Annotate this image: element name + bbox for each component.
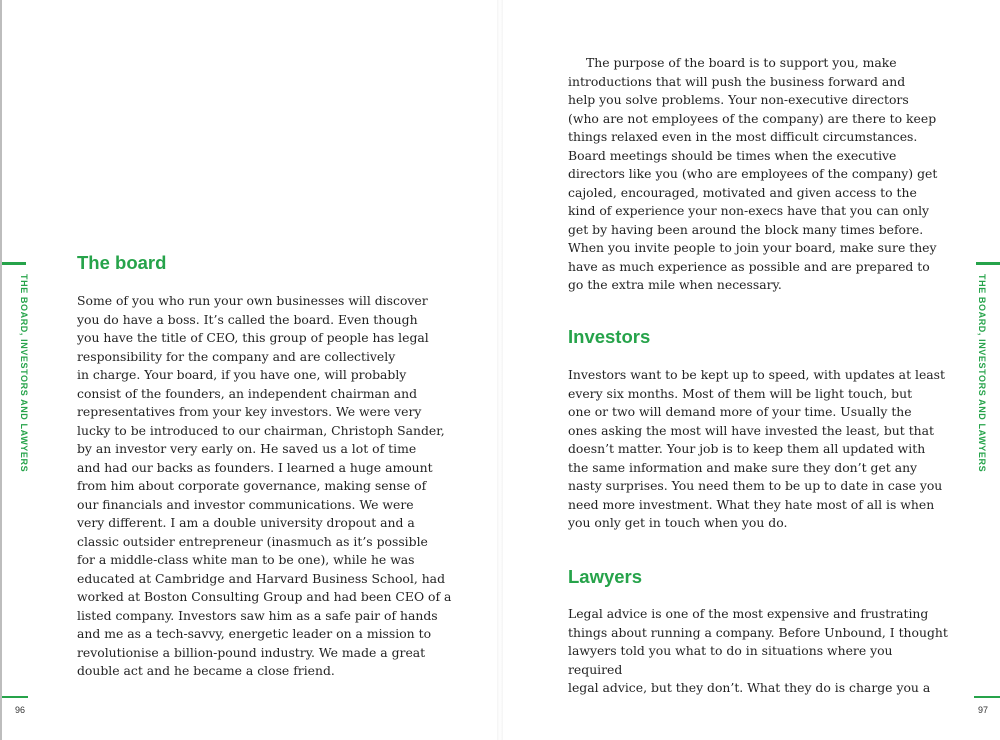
running-head: THE BOARD, INVESTORS AND LAWYERS xyxy=(977,274,987,473)
lawyers-paragraph: Legal advice is one of the most expensive and frustrating things about running a company. Before Unbound, I thought lawyers told you what to do in situations where you required legal advice, but they don’t. What they do is charge you a xyxy=(568,606,948,695)
running-head: THE BOARD, INVESTORS AND LAWYERS xyxy=(19,274,29,473)
section-tab-bar xyxy=(976,262,1000,265)
heading-lawyers: Lawyers xyxy=(568,566,643,587)
board-paragraph: Some of you who run your own businesses will discover you do have a boss. It’s called the board. Even though you have the title of CEO, this group of people has legal responsibility for the company and are collectively in charge. Your board, if you have one, will probably consist of the founders, an independent chairman and representatives from your key investors. We were very lucky to be introduced to our chairman, Christoph Sander, by an investor very early on. He saved us a lot of time and had our backs as founders. I learned a huge amount from him about corporate governance, making sense of our financials and investor communications. We were very different. I am a double university dropout and a classic outsider entrepreneur (inasmuch as it’s possible for a middle-class white man to be one), while he was educated at Cambridge and Harvard Business School, had worked at Boston Consulting Group and had been CEO of a listed company. Investors saw him as a safe pair of hands and me as a tech-savvy, energetic leader on a mission to revolutionise a billion-pound industry. We made a great double act and he became a close friend. xyxy=(77,293,452,678)
investors-paragraph: Investors want to be kept up to speed, with updates at least every six months. Most of them will be light touch, but one or two will demand more of your time. Usually the ones asking the most will have invested the least, but that doesn’t matter. Your job is to keep them all updated with the same information and make sure they don’t get any nasty surprises. You need them to be up to date in case you need more investment. What they hate most of all is when you only get in touch when you do. xyxy=(568,367,946,530)
page-number: 97 xyxy=(978,705,989,715)
folio-bar xyxy=(974,696,1000,698)
right-page xyxy=(500,0,1000,740)
heading-the-board: The board xyxy=(77,252,167,273)
board-paragraph-continued: The purpose of the board is to support you, make introductions that will push the business forward and help you solve problems. Your non-executive directors (who are not employees of the company) are there to keep things relaxed even in the most difficult circumstances. Board meetings should be times when the executive directors like you (who are employees of the company) get cajoled, encouraged, motivated and given access to the kind of experience your non-execs have that you can only get by having been around the block many times before. When you invite people to join your board, make sure they have as much experience as possible and are prepared to go the extra mile when necessary. xyxy=(568,55,938,292)
heading-investors: Investors xyxy=(568,326,651,347)
section-tab-bar xyxy=(2,262,26,265)
folio-bar xyxy=(2,696,28,698)
page-number: 96 xyxy=(15,705,26,715)
